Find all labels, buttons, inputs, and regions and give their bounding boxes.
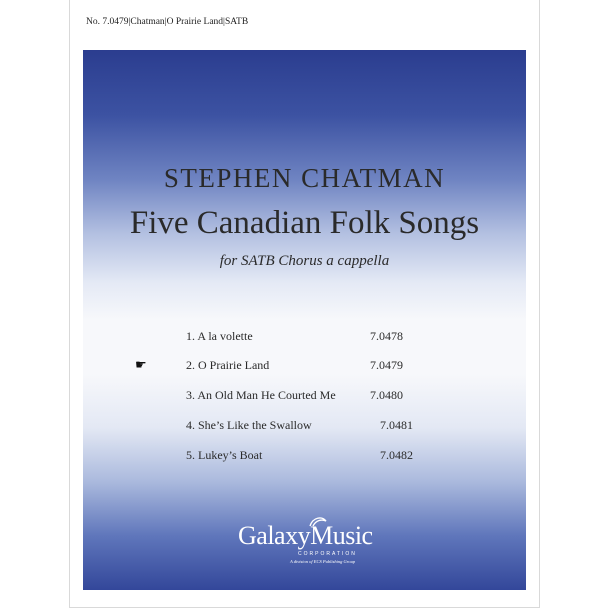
song-row (83, 329, 526, 349)
song-row-selected (83, 358, 526, 378)
publisher-tagline: A division of ECS Publishing Group (290, 559, 356, 564)
publisher-name: GalaxyMusic (238, 521, 373, 550)
song-list (83, 329, 526, 489)
song-title: 1. A la volette (186, 329, 253, 343)
song-row (83, 448, 526, 468)
song-row (83, 418, 526, 438)
song-title: 2. O Prairie Land (186, 358, 270, 372)
song-number: 7.0479 (370, 358, 403, 372)
song-title: 3. An Old Man He Courted Me (186, 388, 336, 402)
song-number: 7.0481 (380, 418, 413, 432)
publisher-logo (238, 521, 378, 576)
song-title: 4. She’s Like the Swallow (186, 418, 312, 432)
song-number: 7.0482 (380, 448, 413, 462)
song-number: 7.0480 (370, 388, 403, 402)
song-row (83, 388, 526, 408)
work-title: Five Canadian Folk Songs (129, 205, 480, 241)
work-subtitle: for SATB Chorus a cappella (219, 253, 390, 269)
publisher-corporation: CORPORATION (298, 551, 357, 557)
composer-name: STEPHEN CHATMAN (163, 163, 446, 193)
catalog-line: No. 7.0479|Chatman|O Prairie Land|SATB (86, 17, 249, 27)
song-title: 5. Lukey’s Boat (186, 448, 263, 462)
cover-panel (83, 50, 526, 590)
pointing-hand-icon: ☛ (135, 357, 147, 372)
song-number: 7.0478 (370, 329, 403, 343)
